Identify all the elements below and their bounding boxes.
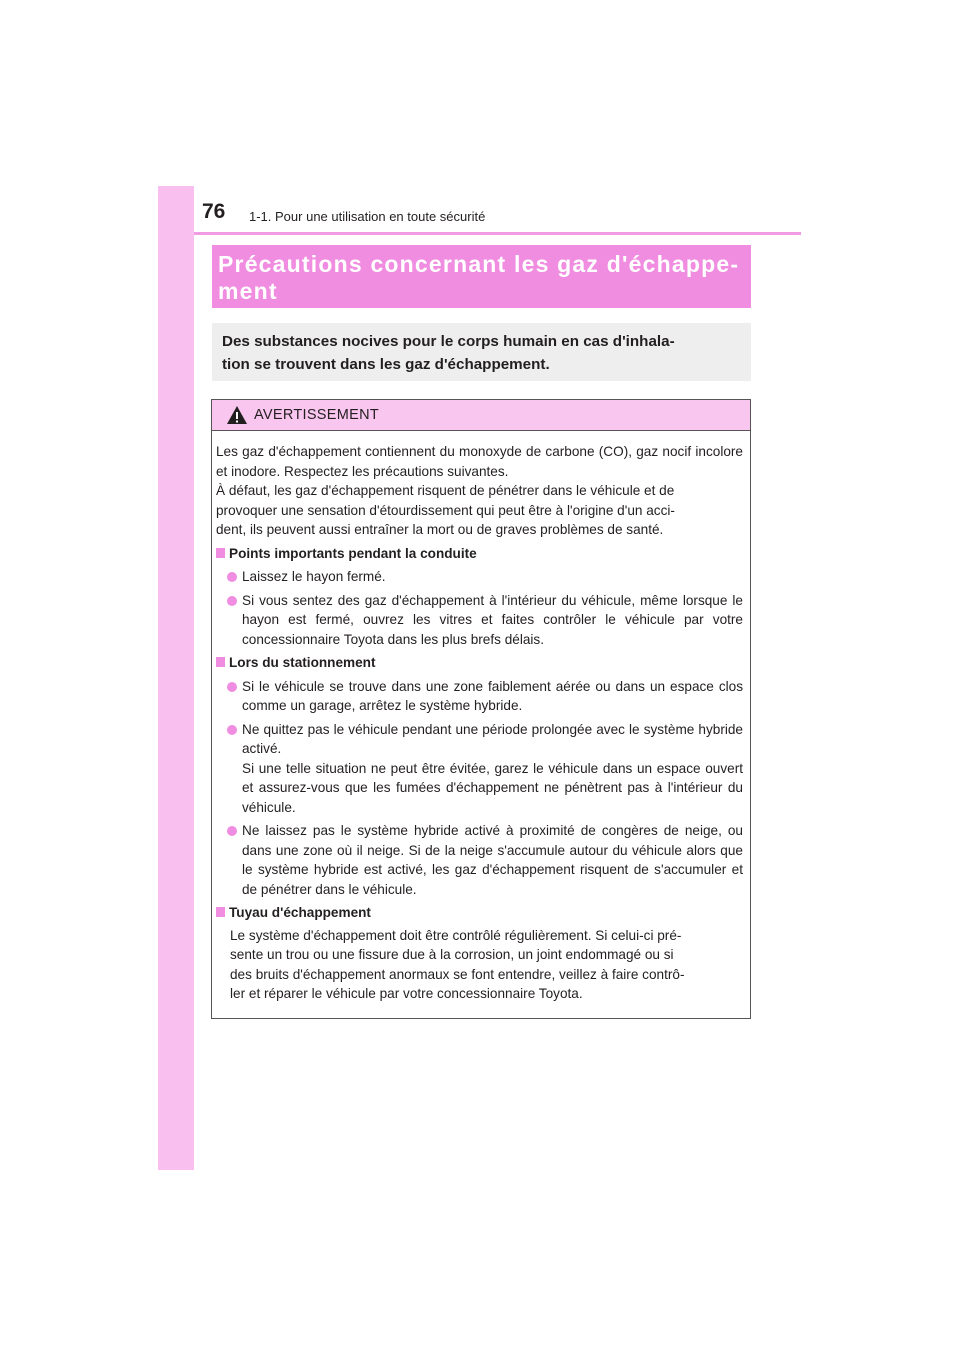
list-item-text: Ne quittez pas le véhicule pendant une période prolongée avec le système hybride activé. [242, 721, 743, 756]
list-item-text: Si vous sentez des gaz d'échappement à l'intérieur du véhicule, même lorsque le hayon est fermé, ouvrez les vitres et faites contrôler le véhicule par votre concessionnaire Toyota dans les plus brefs délais. [242, 592, 743, 647]
warning-body [212, 431, 750, 1004]
subsection-heading-label: Lors du stationnement [229, 655, 376, 670]
paragraph-line: À défaut, les gaz d'échappement risquent de pénétrer dans le véhicule et de [216, 483, 675, 498]
section-title-line: Précautions concernant les gaz d'échappe- [218, 251, 740, 277]
paragraph-line: des bruits d'échappement anormaux se font entendre, veillez à faire contrô- [230, 966, 685, 982]
list-item-text: Si le véhicule se trouve dans une zone faiblement aérée ou dans un espace clos comme un garage, arrêtez le système hybride. [242, 678, 743, 713]
list-item [216, 821, 743, 899]
warning-paragraph: Les gaz d'échappement contiennent du monoxyde de carbone (CO), gaz nocif incolore et inodore. Respectez les précautions suivantes. [216, 444, 743, 479]
warning-title: AVERTISSEMENT [254, 407, 380, 423]
intro-line: tion se trouvent dans les gaz d'échappement. [222, 356, 550, 373]
page-number: 76 [202, 200, 226, 223]
list-item-text: Laissez le hayon fermé. [242, 569, 386, 584]
warning-triangle-icon [226, 405, 248, 425]
list-item [216, 677, 743, 716]
circle-bullet-icon [227, 682, 237, 692]
list-item [216, 567, 743, 587]
circle-bullet-icon [227, 572, 237, 582]
paragraph-line: dent, ils peuvent aussi entraîner la mort ou de graves problèmes de santé. [216, 522, 664, 537]
subsection-heading-parking [216, 653, 743, 673]
subsection-paragraph [216, 926, 743, 1004]
subsection-heading-label: Tuyau d'échappement [229, 905, 371, 920]
paragraph-line: provoquer une sensation d'étourdissement qui peut être à l'origine d'un acci- [216, 502, 675, 518]
square-bullet-icon [216, 548, 225, 558]
header-rule [194, 232, 801, 235]
square-bullet-icon [216, 907, 225, 917]
intro-box [212, 323, 751, 381]
paragraph-line: sente un trou ou une fissure due à la corrosion, un joint endommagé ou si [230, 947, 674, 962]
section-title [212, 245, 751, 308]
square-bullet-icon [216, 657, 225, 667]
paragraph-line: ler et réparer le véhicule par votre concessionnaire Toyota. [230, 986, 583, 1001]
warning-box [211, 399, 751, 1019]
running-header: 1-1. Pour une utilisation en toute sécurité [249, 209, 486, 224]
circle-bullet-icon [227, 596, 237, 606]
circle-bullet-icon [227, 725, 237, 735]
subsection-heading-exhaust-pipe [216, 903, 743, 923]
warning-header [212, 400, 750, 431]
side-tab-strip [158, 186, 194, 1170]
subsection-heading-label: Points importants pendant la conduite [229, 545, 477, 561]
intro-line: Des substances nocives pour le corps humain en cas d'inhala- [222, 333, 675, 350]
list-item [216, 720, 743, 818]
list-item-text: Ne laissez pas le système hybride activé à proximité de congères de neige, ou dans une zone où il neige. Si de la neige s'accumule autour du véhicule alors que le système hybride est activé, les gaz d'échappement risquent de s'accumuler et de pénétrer dans le véhicule. [242, 823, 743, 897]
section-title-line: ment [218, 278, 278, 304]
paragraph-line: Le système d'échappement doit être contrôlé régulièrement. Si celui-ci pré- [230, 927, 682, 943]
circle-bullet-icon [227, 826, 237, 836]
list-item-continuation: Si une telle situation ne peut être évitée, garez le véhicule dans un espace ouvert et assurez-vous que les fumées d'échappement ne pénètrent pas à l'intérieur du véhicule. [242, 760, 743, 815]
subsection-heading-driving [216, 544, 743, 564]
list-item [216, 591, 743, 650]
warning-paragraph [216, 481, 743, 540]
